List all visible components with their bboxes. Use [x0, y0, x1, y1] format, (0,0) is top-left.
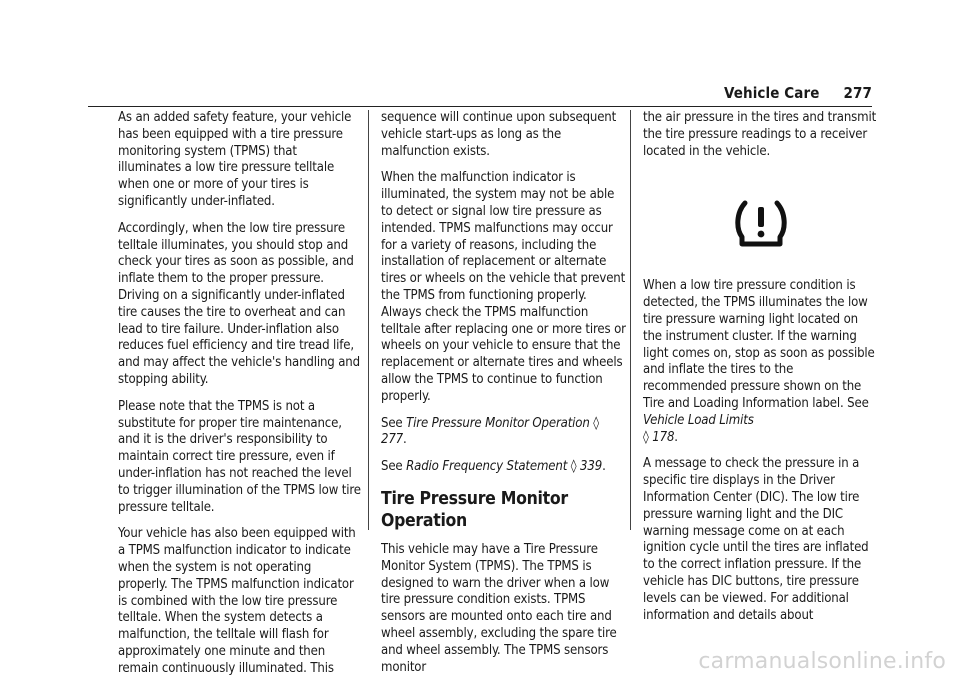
reference-title: Tire Pressure Monitor Operation: [406, 415, 590, 431]
page-ref-icon: ◊: [570, 459, 577, 475]
paragraph: When a low tire pressure condition is detected, the TPMS illuminates the low tire pressure warning light located on the instrument cluster. If the warning light comes on, stop as soon as possible and inflate the tires to the recommended pressure shown on the Tire and Loading Information label. See Vehicle Load Limits ◊ 178.: [643, 278, 875, 445]
paragraph: Your vehicle has also been equipped with a TPMS malfunction indicator to indicate when the system is not operating properly. The TPMS malfunction indicator is combined with the low tire pressure telltale. When the system detects a malfunction, the telltale will flash for approximately one minute and then remain continuously illuminated. This: [118, 526, 356, 676]
paragraph: As an added safety feature, your vehicle has been equipped with a tire pressure monitoring system (TPMS) that illuminates a low tire pressure telltale when one or more of your tires is significantly under-inflated.: [118, 110, 352, 209]
paragraph: When the malfunction indicator is illuminated, the system may not be able to detect or signal low tire pressure as intended. TPMS malfunctions may occur for a variety of reasons, including the installation of replacement or alternate tires or wheels on the vehicle that prevent the TPMS from functioning properly. Always check the TPMS malfunction telltale after replacing one or more tires or wheels on your vehicle to ensure that the replacement or alternate tires and wheels allow the TPMS to continue to function properly.: [381, 170, 626, 404]
see-reference: See Radio Frequency Statement ◊ 339.: [381, 459, 606, 475]
reference-title: Radio Frequency Statement: [406, 459, 568, 475]
cross-reference-link[interactable]: [643, 413, 754, 445]
paragraph: sequence will continue upon subsequent vehicle start-ups as long as the malfunction exists.: [381, 110, 617, 159]
section-title: Vehicle Care: [724, 84, 820, 102]
column-3: [643, 110, 879, 634]
watermark: carmanualsonline.info: [698, 649, 946, 674]
paragraph: A message to check the pressure in a specific tire displays in the Driver Information Center (DIC). The low tire pressure warning light and the DIC warning message come on at each ignition cycle until the tires are inflated to the correct inflation pressure. If the vehicle has DIC buttons, tire pressure levels can be viewed. For additional information and details about: [643, 456, 869, 623]
reference-page: 277: [381, 432, 404, 448]
paragraph: Accordingly, when the low tire pressure telltale illuminates, you should stop and check your tires as soon as possible, and inflate them to the proper pressure. Driving on a significantly under-inflated tire causes the tire to overheat and can lead to tire failure. Under-inflation also reduces fuel efficiency and tire tread life, and may affect the vehicle's handling and stopping ability.: [118, 220, 360, 387]
see-reference: See Tire Pressure Monitor Operation ◊ 277.: [381, 415, 599, 448]
see-label: See: [381, 459, 407, 475]
column-divider: [368, 110, 369, 530]
tpms-icon-container: [643, 170, 879, 278]
paragraph-text: When a low tire pressure condition is detected, the TPMS illuminates the low tire pressure warning light located on the instrument cluster. If the warning light comes on, stop as soon as possible and inflate the tires to the recommended pressure shown on the Tire and Loading Information label. See: [643, 278, 875, 411]
column-1: [118, 110, 363, 688]
page-ref-icon: ◊: [643, 429, 649, 445]
reference-title: Vehicle Load Limits: [643, 412, 754, 428]
paragraph: This vehicle may have a Tire Pressure Monitor System (TPMS). The TPMS is designed to warn the driver when a low tire pressure condition exists. TPMS sensors are mounted onto each tire and wheel assembly, excluding the spare tire and wheel assembly. The TPMS sensors monitor: [381, 541, 617, 675]
cross-reference-link[interactable]: [381, 416, 599, 448]
page-number: 277: [843, 84, 872, 102]
page-ref-icon: ◊: [593, 415, 599, 431]
section-heading: Tire Pressure Monitor Operation: [381, 488, 568, 531]
paragraph: the air pressure in the tires and transmit the tire pressure readings to a receiver located in the vehicle.: [643, 110, 877, 159]
cross-reference-link[interactable]: [406, 459, 602, 474]
see-label: See: [381, 415, 407, 431]
tire-pressure-warning-icon: [733, 199, 789, 249]
paragraph: Please note that the TPMS is not a substitute for proper tire maintenance, and it is the driver's responsibility to maintain correct tire pressure, even if under-inflation has not reached the level to trigger illumination of the TPMS low tire pressure telltale.: [118, 398, 361, 515]
column-divider: [630, 110, 631, 530]
reference-page: 339: [580, 459, 603, 475]
column-2: [381, 110, 626, 686]
reference-page: 178: [652, 429, 675, 445]
page-header: [724, 84, 872, 102]
header-rule: [88, 106, 872, 107]
